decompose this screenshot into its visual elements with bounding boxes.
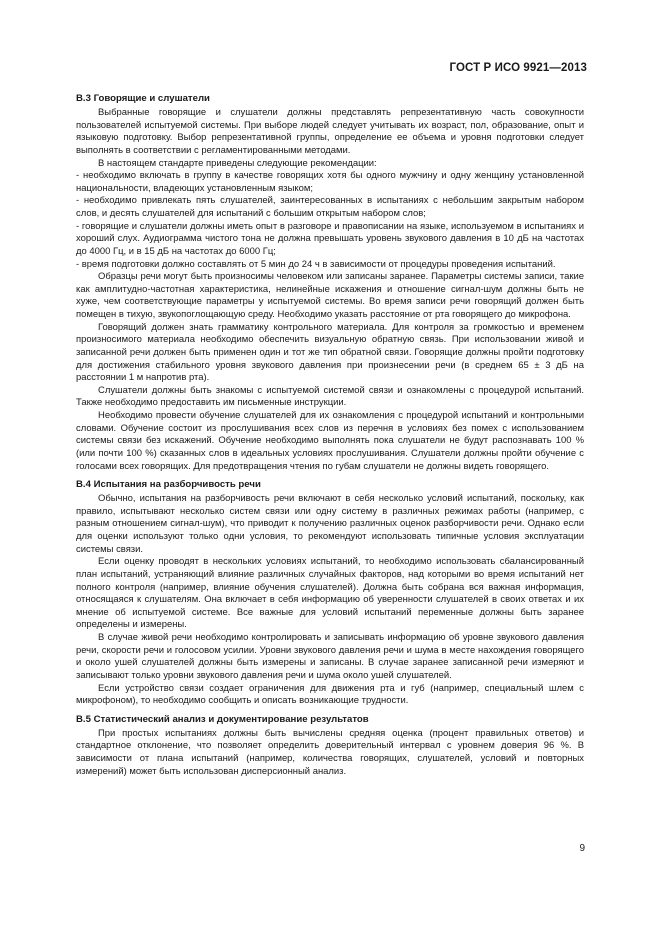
section-b3-paragraph-2: В настоящем стандарте приведены следующие рекомендации:	[98, 157, 377, 169]
section-b3-paragraph-3: Образцы речи могут быть произносимы человеком или записаны заранее. Параметры системы записи, такие как амплитудно-частотная характеристика, нелинейные искажения и отношение сигнал-шум должны быть не хуже, чем соответствующие параметры у испытуемой системы. Во время записи речи говорящий должен быть помещен в тихую, звукопоглощающую среду. Необходимо указать расстояние от рта говорящего до микрофона.	[76, 271, 584, 320]
document-standard-id: ГОСТ Р ИСО 9921—2013	[449, 62, 587, 74]
section-b5-title: В.5 Статистический анализ и документирование результатов	[76, 713, 369, 725]
document-body	[76, 92, 584, 778]
recommendation-item-3: - говорящие и слушатели должны иметь опыт в разговоре и правописании на языке, используемом в испытаниях и хороший слух. Аудиограмма чистого тона не должна превышать уровень звукового давления в 10 дБ на частотах до 4000 Гц, и в 15 дБ на частотах до 6000 Гц;	[76, 220, 584, 257]
section-b3-paragraph-5: Слушатели должны быть знакомы с испытуемой системой связи и ознакомлены с процедурой испытаний. Также необходимо предоставить им письменные инструкции.	[76, 384, 584, 409]
section-b4-paragraph-3: В случае живой речи необходимо контролировать и записывать информацию об уровне звукового давления речи, скорости речи и голосовом усилии. Уровни звукового давления речи и шума в месте нахождения говорящего и около ушей слушателей должны быть измерены и записаны. В случае заранее записанной речи измеряют и записывают только уровни звукового давления речи и шума около ушей слушателей.	[76, 632, 584, 681]
section-b4-title: В.4 Испытания на разборчивость речи	[76, 479, 261, 491]
section-b3-paragraph-1: Выбранные говорящие и слушатели должны представлять репрезентативную часть совокупности пользователей испытуемой системы. При выборе людей следует учитывать их возраст, пол, образование, опыт и языковую подготовку. Выбор репрезентативной группы, определение ее объема и уровня подготовки следует выполнять в соответствии с регламентированными методами.	[76, 107, 584, 156]
recommendation-item-4: - время подготовки должно составлять от 5 мин до 24 ч в зависимости от процедуры проведения испытаний.	[76, 258, 556, 270]
page-number: 9	[579, 843, 585, 854]
section-b3-title: В.3 Говорящие и слушатели	[76, 93, 210, 104]
section-b4	[76, 478, 584, 708]
recommendation-item-1: - необходимо включать в группу в качестве говорящих хотя бы одного мужчину и одну женщину установленной национальности, владеющих установленным языком;	[76, 170, 584, 194]
section-b4-paragraph-2: Если оценку проводят в нескольких условиях испытаний, то необходимо использовать сбалансированный план испытаний, устраняющий влияние различных случайных факторов, над которыми во время испытаний нет полного контроля (например, влияние обучения слушателей). Должна быть собрана вся важная информация, относящаяся к слушателям. Она включает в себя информацию об уверенности слушателей в своих ответах и их мнение об испытуемой системе. Все важные для условий испытаний переменные должны быть заранее определены и измерены.	[76, 556, 584, 631]
section-b3-paragraph-6: Необходимо провести обучение слушателей для их ознакомления с процедурой испытаний и контрольными словами. Обучение состоит из прослушивания всех слов из перечня в условиях без помех с использованием системы связи без искажений. Обучение необходимо выполнять пока слушатели не будут распознавать 100 % (или почти 100 %) сказанных слов в идеальных условиях прослушивания. Слушатели должны пройти обучение с голосами всех говорящих. Для предотвращения чтения по губам слушатели не должны видеть говорящего.	[76, 410, 584, 472]
section-b4-paragraph-1: Обычно, испытания на разборчивость речи включают в себя несколько условий испытаний, поскольку, как правило, испытывают несколько систем связи или одну систему в различных режимах работы (например, с разным отношением сигнал-шум), что приводит к получению различных оценок разборчивости речи. Однако если для оценки используют только одни условия, то рекомендуют использовать типичные условия эксплуатации системы связи.	[76, 493, 584, 555]
section-b3-paragraph-4: Говорящий должен знать грамматику контрольного материала. Для контроля за громкостью и временем произносимого материала необходимо обеспечить визуальную обратную связь. При использовании живой и записанной речи должен быть применен один и тот же тип обратной связи. Говорящие должны пройти подготовку для достижения стабильного уровня звукового давления при произнесении речи (в среднем 65 ± 3 дБ на расстоянии 1 м напротив рта).	[76, 321, 584, 384]
section-b5	[76, 713, 584, 779]
section-b3	[76, 92, 584, 473]
section-b4-paragraph-4: Если устройство связи создает ограничения для движения рта и губ (например, специальный шлем с микрофоном), то необходимо сообщить и описать возникающие трудности.	[76, 682, 584, 707]
recommendation-item-2: - необходимо привлекать пять слушателей, заинтересованных в испытаниях с небольшим закрытым набором слов, и десять слушателей для испытаний с большим открытым набором слов;	[76, 195, 584, 219]
section-b5-paragraph-1: При простых испытаниях должны быть вычислены средняя оценка (процент правильных ответов) и стандартное отклонение, что позволяет определить доверительный интервал с уровнем доверия 96 %. В зависимости от плана испытаний (например, количества говорящих, слушателей, условий и повторных измерений) может быть использован дисперсионный анализ.	[76, 727, 584, 777]
